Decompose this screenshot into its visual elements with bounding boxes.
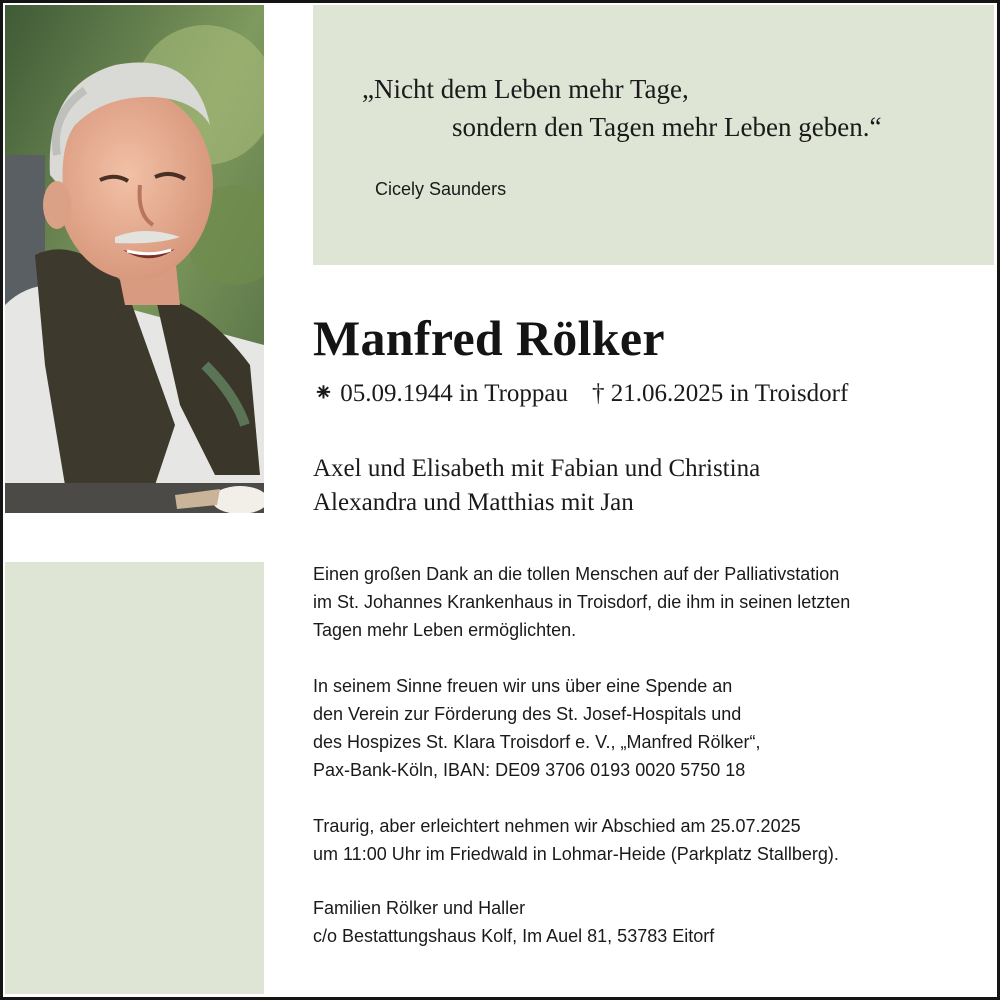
quote-line-2: sondern den Tagen mehr Leben geben.“ (452, 112, 882, 142)
signature-line: c/o Bestattungshaus Kolf, Im Auel 81, 53783 Eitorf (313, 926, 715, 946)
thanks-line: Tagen mehr Leben ermöglichten. (313, 620, 577, 640)
donation-line: den Verein zur Förderung des St. Josef-Hospitals und (313, 704, 742, 724)
family-line-2: Alexandra und Matthias mit Jan (313, 489, 634, 516)
birth-date: ⁕ 05.09.1944 in Troppau (313, 380, 569, 407)
death-date: † 21.06.2025 in Troisdorf (592, 380, 849, 407)
signature-block (313, 894, 714, 950)
signature-line: Familien Rölker und Haller (313, 898, 526, 918)
donation-line: In seinem Sinne freuen wir uns über eine Spende an (313, 676, 733, 696)
portrait-photo (5, 5, 264, 513)
deceased-name: Manfred Rölker (313, 310, 665, 366)
thanks-line: im St. Johannes Krankenhaus in Troisdorf, die ihm in seinen letzten (313, 592, 851, 612)
donation-line: Pax-Bank-Köln, IBAN: DE09 3706 0193 0020 5750 18 (313, 760, 746, 780)
donation-line: des Hospizes St. Klara Troisdorf e. V., „Manfred Rölker“, (313, 732, 761, 752)
thanks-line: Einen großen Dank an die tollen Menschen auf der Palliativstation (313, 564, 840, 584)
quote-author: Cicely Saunders (375, 179, 507, 199)
family-line-1: Axel und Elisabeth mit Fabian und Christina (313, 455, 761, 482)
thanks-paragraph (313, 560, 850, 644)
donation-paragraph (313, 672, 761, 784)
quote-line-1: „Nicht dem Leben mehr Tage, (362, 74, 689, 104)
family-members (313, 452, 760, 520)
farewell-line: Traurig, aber erleichtert nehmen wir Abschied am 25.07.2025 (313, 816, 801, 836)
farewell-paragraph (313, 812, 839, 868)
side-panel (5, 562, 264, 994)
farewell-line: um 11:00 Uhr im Friedwald in Lohmar-Heide (Parkplatz Stallberg). (313, 844, 839, 864)
life-dates (313, 378, 848, 410)
